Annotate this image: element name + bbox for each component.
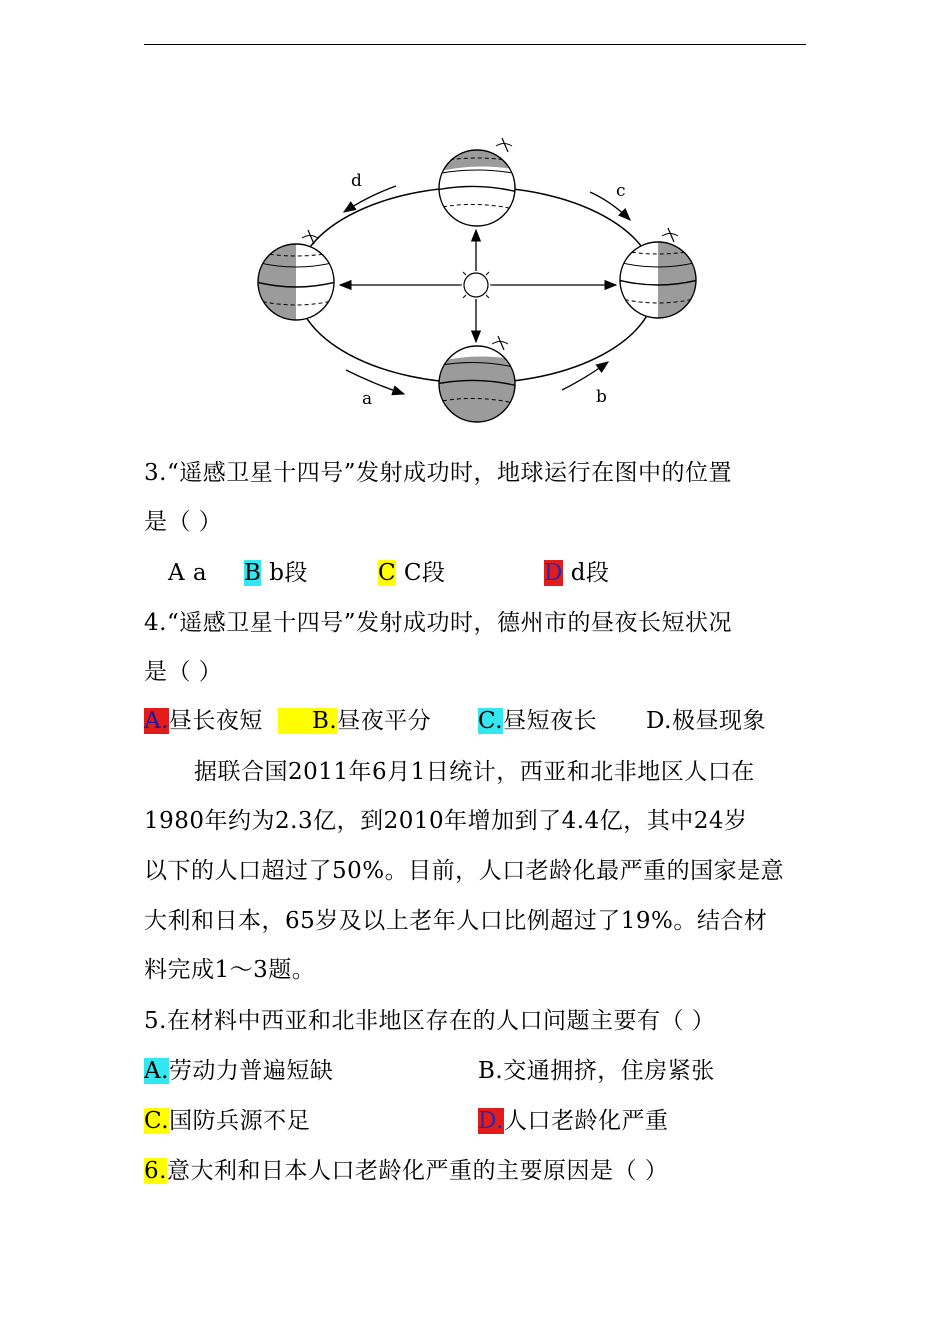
label-b: b bbox=[596, 387, 607, 407]
q4-option-a[interactable]: A.昼长夜短 bbox=[144, 708, 263, 734]
passage-line-1: 据联合国2011年6月1日统计，西亚和北非地区人口在 bbox=[194, 759, 755, 785]
passage-line-2: 1980年约为2.3亿，到2010年增加到了4.4亿，其中24岁 bbox=[144, 808, 748, 834]
label-d: d bbox=[351, 171, 362, 191]
passage-line-4: 大利和日本，65岁及以上老年人口比例超过了19%。结合材 bbox=[144, 908, 768, 934]
q5-option-b[interactable]: B.交通拥挤，住房紧张 bbox=[478, 1058, 715, 1084]
q5-option-a[interactable]: A.劳动力普遍短缺 bbox=[144, 1058, 334, 1084]
q4-option-b[interactable]: B.昼夜平分 bbox=[278, 706, 431, 736]
passage-line-5: 料完成1～3题。 bbox=[144, 957, 316, 983]
header-rule bbox=[144, 44, 806, 45]
earth-bottom-icon bbox=[436, 336, 518, 422]
earth-top-icon bbox=[436, 138, 518, 226]
sun-icon bbox=[458, 267, 494, 303]
q4-option-d[interactable]: D.极昼现象 bbox=[646, 708, 766, 734]
q4-stem-line1: 4.“遥感卫星十四号”发射成功时，德州市的昼夜长短状况 bbox=[144, 610, 732, 636]
q3-option-a[interactable]: A a bbox=[168, 560, 208, 586]
q4-option-c[interactable]: C.昼短夜长 bbox=[478, 708, 598, 734]
arrow-a bbox=[346, 370, 404, 394]
q3-stem-line2: 是（ ） bbox=[144, 509, 223, 535]
q6-stem bbox=[144, 1156, 668, 1186]
earth-left-icon bbox=[256, 230, 336, 322]
q6-number: 6. bbox=[144, 1158, 167, 1184]
q6-stem-text: 意大利和日本人口老龄化严重的主要原因是（ ） bbox=[166, 1158, 669, 1184]
q3-stem-line1: 3.“遥感卫星十四号”发射成功时，地球运行在图中的位置 bbox=[144, 460, 732, 486]
q3-option-c[interactable]: C C段 bbox=[378, 560, 446, 586]
q3-option-d[interactable]: D d段 bbox=[544, 560, 610, 586]
q4-stem-line2: 是（ ） bbox=[144, 659, 223, 685]
arrow-b bbox=[562, 362, 608, 390]
q3-option-b[interactable]: B b段 bbox=[244, 560, 308, 586]
q5-option-d[interactable]: D.人口老龄化严重 bbox=[478, 1108, 669, 1134]
label-a: a bbox=[362, 389, 373, 409]
earth-orbit-diagram bbox=[236, 122, 714, 434]
label-c: c bbox=[616, 181, 626, 201]
passage-line-3: 以下的人口超过了50%。目前，人口老龄化最严重的国家是意 bbox=[144, 858, 785, 884]
q5-stem: 5.在材料中西亚和北非地区存在的人口问题主要有（ ） bbox=[144, 1008, 716, 1034]
earth-right-icon bbox=[618, 228, 698, 320]
q5-option-c[interactable]: C.国防兵源不足 bbox=[144, 1108, 311, 1134]
